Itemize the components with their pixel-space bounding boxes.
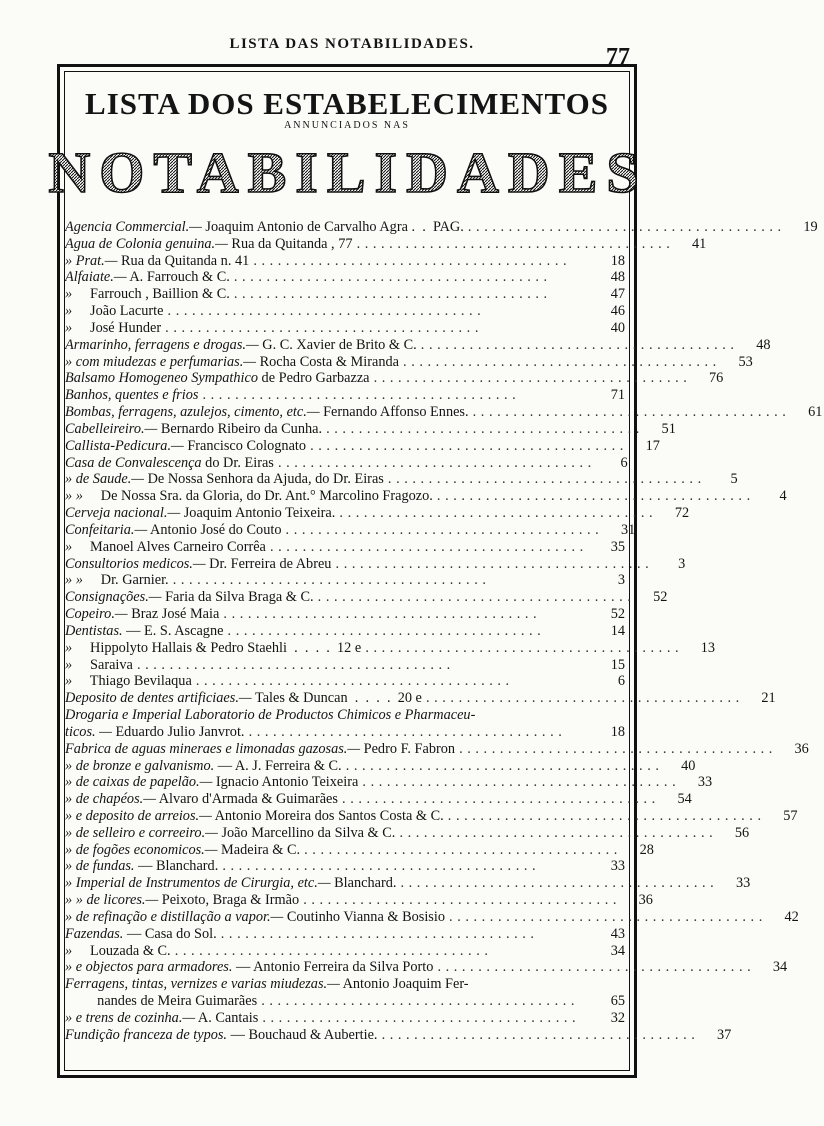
dot-leader: . . . . . . . . . . . . . . . . . . . . . . . . . . . . . . . . . . . . . . . xyxy=(244,723,563,740)
dot-leader: . . . . . . . . . . . . . . . . . . . . . . . . . . . . . . . . . . . . . . . xyxy=(257,993,575,1010)
entry-category: Fabrica de aguas mineraes e limonadas gazosas.— xyxy=(65,740,361,757)
entry-name: De Nossa Senhora da Ajuda, do Dr. Eiras xyxy=(144,471,384,488)
list-item xyxy=(65,976,627,993)
list-item xyxy=(65,724,627,741)
entry-page: 72 xyxy=(674,505,690,522)
entry-page: 36 xyxy=(794,740,809,757)
entry-name: Louzada & C. xyxy=(72,942,171,959)
list-item xyxy=(65,572,627,589)
dot-leader: . . . . . . . . . . . . . . . . . . . . . . . . . . . . . . . . . . . . . . . xyxy=(163,303,482,320)
entry-name: Antonio José do Couto xyxy=(147,521,282,538)
entry-text xyxy=(65,505,655,522)
entry-name: Hippolyto Hallais & Pedro Staehli . . . . 12 e xyxy=(72,639,362,656)
entry-text xyxy=(65,673,591,690)
entry-text xyxy=(65,455,594,472)
entry-page: 33 xyxy=(735,875,751,892)
entry-category: » xyxy=(65,319,73,336)
entry-category: » de selleiro e correeiro.— xyxy=(65,824,218,841)
entry-page: 5 xyxy=(730,471,738,488)
list-item xyxy=(65,370,724,387)
entry-name: João Marcellino da Silva & C. xyxy=(217,824,396,841)
notabilidades-logo xyxy=(48,140,648,205)
entry-category: » xyxy=(65,673,73,690)
entry-category: » xyxy=(65,942,73,959)
dot-leader: . . . . . . . . . . . . . . . . . . . . . . . . . . . . . . . . . . . . . . . xyxy=(455,740,773,757)
entry-page: 18 xyxy=(610,252,625,269)
dot-leader: . . . . . . . . . . . . . . . . . . . . . . . . . . . . . . . . . . . . . . . xyxy=(281,521,600,538)
dot-leader: . . . . . . . . . . . . . . . . . . . . . . . . . . . . . . . . . . . . . . . xyxy=(223,622,542,639)
entry-category: » e trens de cozinha.— xyxy=(65,1009,196,1026)
entry-category: Copeiro.— xyxy=(65,606,128,623)
entry-category: Casa de Convalescença xyxy=(65,454,202,471)
entry-category: Alfaiate.— xyxy=(65,269,127,286)
entry-category: Drogaria e Imperial Laboratorio de Productos Chimicos e Pharmaceu- xyxy=(65,707,476,724)
list-item xyxy=(65,404,823,421)
subtitle: ANNUNCIADOS NAS xyxy=(284,120,410,131)
entry-text xyxy=(65,892,619,909)
list-item xyxy=(65,943,627,960)
entry-name: Tales & Duncan . . . . 20 e xyxy=(251,690,422,707)
entry-text xyxy=(65,387,591,404)
entry-page: 57 xyxy=(783,807,798,824)
page-number: 77 xyxy=(606,44,630,70)
entry-category: » xyxy=(65,639,73,656)
entry-page: 76 xyxy=(709,370,724,387)
entry-name: Coutinho Vianna & Bosisio xyxy=(283,908,445,925)
list-item xyxy=(65,353,753,371)
entry-text xyxy=(65,825,715,842)
list-item xyxy=(65,639,716,657)
dot-leader: . . . . . . . . . . . . . . . . . . . . . . . . . . . . . . . . . . . . . . . xyxy=(395,824,714,841)
establishment-list xyxy=(65,219,823,1044)
list-item xyxy=(65,471,738,488)
entry-page: 51 xyxy=(661,420,676,437)
entry-page: 15 xyxy=(610,656,625,673)
entry-category: Cerveja nacional.— xyxy=(65,505,181,522)
entry-text xyxy=(65,774,678,791)
entry-text xyxy=(65,471,704,488)
entry-text xyxy=(65,370,689,387)
entry-name: Dr. Garnier. xyxy=(82,572,169,589)
entry-page: 31 xyxy=(620,521,636,538)
entry-category: » de Saude.— xyxy=(65,471,145,488)
dot-leader: . . . . . . . . . . . . . . . . . . . . . . . . . . . . . . . . . . . . . . . xyxy=(168,572,487,589)
entry-text xyxy=(65,572,591,589)
list-item xyxy=(65,623,627,640)
dot-leader: . . . . . . . . . . . . . . . . . . . . . . . . . . . . . . . . . . . . . . . xyxy=(229,269,548,286)
entry-text xyxy=(65,404,788,421)
list-item xyxy=(65,807,798,825)
entry-name: A. Farrouch & C. xyxy=(126,269,230,286)
list-item xyxy=(65,908,799,926)
entry-text xyxy=(65,286,591,303)
entry-name: Rua da Quitanda n. 41 xyxy=(117,252,250,269)
entry-page xyxy=(591,707,627,724)
list-item xyxy=(65,555,686,573)
entry-name: nandes de Meira Guimarães xyxy=(65,993,258,1010)
entry-page: 46 xyxy=(610,303,625,320)
dot-leader: . . . . . . . . . . . . . . . . . . . . . . . . . . . . . . . . . . . . . . . xyxy=(358,774,677,791)
entry-name: de Pedro Garbazza xyxy=(257,370,370,387)
entry-text xyxy=(65,589,633,606)
entry-text xyxy=(65,438,626,455)
dot-leader: . . . . . . . . . . . . . . . . . . . . . . . . . . . . . . . . . . . . . . . xyxy=(432,488,751,505)
entry-name: Manoel Alves Carneiro Corrêa xyxy=(72,538,266,555)
list-item xyxy=(65,505,690,522)
list-item xyxy=(65,757,696,775)
entry-text xyxy=(65,522,601,539)
entry-text xyxy=(65,539,591,556)
entry-text xyxy=(65,354,719,371)
entry-text xyxy=(65,320,591,337)
entry-category: Deposito de dentes artificiaes.— xyxy=(65,690,252,707)
list-item xyxy=(65,841,654,859)
entry-text xyxy=(65,858,591,875)
list-item xyxy=(65,336,771,354)
dot-leader: . . . . . . . . . . . . . . . . . . . . . . . . . . . . . . . . . . . . . . . xyxy=(361,639,680,656)
entry-name: Eduardo Julio Janvrot. xyxy=(111,723,245,740)
dot-leader: . . . . . . . . . . . . . . . . . . . . . . . . . . . . . . . . . . . . . . . xyxy=(444,908,763,925)
entry-name: Rua da Quitanda , 77 xyxy=(227,235,353,252)
entry-category: » de fogões economicos.— xyxy=(65,841,218,858)
entry-name: Thiago Bevilaqua xyxy=(72,673,192,690)
entry-page xyxy=(591,976,627,993)
entry-category: Confeitaria.— xyxy=(65,521,148,538)
dot-leader: . . . . . . . . . . . . . . . . . . . . . . . . . . . . . . . . . . . . . . . xyxy=(249,252,568,269)
entry-name: Joaquim Antonio de Carvalho Agra . . PAG. xyxy=(201,219,464,235)
dot-leader: . . . . . . . . . . . . . . . . . . . . . . . . . . . . . . . . . . . . . . . xyxy=(170,942,489,959)
entry-page: 36 xyxy=(638,892,653,909)
entry-page: 6 xyxy=(617,673,625,690)
entry-page: 52 xyxy=(653,589,668,606)
entry-name: Joaquim Antonio Teixeira. xyxy=(180,505,336,522)
entry-category: » de fundas. xyxy=(65,858,135,875)
entry-name: Blanchard. xyxy=(330,875,397,892)
entry-page: 48 xyxy=(756,336,771,353)
dot-leader: . . . . . . . . . . . . . . . . . . . . . . . . . . . . . . . . . . . . . . . xyxy=(352,235,671,252)
list-item xyxy=(65,892,653,909)
entry-text xyxy=(65,959,753,976)
entry-page: 61 xyxy=(808,404,823,421)
logo-lettering: NOTABILIDADES xyxy=(48,140,648,205)
entry-name: Madeira & C. xyxy=(217,841,301,858)
entry-category: Agua de Colonia genuina.— xyxy=(65,235,228,252)
entry-category: » de refinação e distillação a vapor.— xyxy=(65,908,284,925)
dot-leader: . . . . . . . . . . . . . . . . . . . . . . . . . . . . . . . . . . . . . . . xyxy=(300,841,618,858)
entry-page: 4 xyxy=(779,488,787,505)
list-item xyxy=(65,740,809,758)
entry-category: Fazendas. xyxy=(65,925,124,942)
list-item xyxy=(65,858,627,875)
entry-text xyxy=(65,303,591,320)
dot-leader: . . . . . . . . . . . . . . . . . . . . . . . . . . . . . . . . . . . . . . . xyxy=(443,807,762,824)
entry-name: Ignacio Antonio Teixeira xyxy=(212,774,359,791)
entry-name: — Blanchard. xyxy=(134,858,219,875)
list-item xyxy=(65,253,627,270)
entry-category: Fundição franceza de typos. xyxy=(65,1026,227,1043)
entry-page: 33 xyxy=(610,858,625,875)
list-item xyxy=(65,488,787,505)
entry-page: 52 xyxy=(610,606,625,623)
list-item xyxy=(65,303,627,320)
entry-name: Dr. Ferreira de Abreu xyxy=(205,555,332,572)
list-item xyxy=(65,539,627,556)
entry-text xyxy=(65,253,591,270)
entry-page: 19 xyxy=(803,219,818,235)
entry-category: » e deposito de arreios.— xyxy=(65,807,212,824)
list-item xyxy=(65,791,692,808)
entry-page: 34 xyxy=(772,959,788,976)
list-item xyxy=(65,774,713,791)
entry-name: João Lacurte xyxy=(72,303,164,320)
dot-leader: . . . . . . . . . . . . . . . . . . . . . . . . . . . . . . . . . . . . . . . xyxy=(398,353,717,370)
entry-name: Braz José Maia xyxy=(127,606,220,623)
entry-name: Saraiva xyxy=(72,656,133,673)
entry-category: » xyxy=(65,303,73,320)
dot-leader: . . . . . . . . . . . . . . . . . . . . . . . . . . . . . . . . . . . . . . . xyxy=(191,673,510,690)
entry-name: — A. J. Ferreira & C. xyxy=(214,757,342,774)
list-item xyxy=(65,235,707,253)
entry-name: Alvaro d'Armada & Guimarães xyxy=(155,791,338,808)
entry-category: » Prat.— xyxy=(65,252,118,269)
entry-category: Cabelleireiro.— xyxy=(65,420,158,437)
entry-category: » com miudezas e perfumarias.— xyxy=(65,353,257,370)
entry-text xyxy=(65,707,591,724)
list-item xyxy=(65,926,627,943)
entry-page: 3 xyxy=(678,555,686,572)
entry-category: Consignações.— xyxy=(65,589,162,606)
entry-name: do Dr. Eiras xyxy=(201,454,274,471)
entry-text xyxy=(65,993,591,1010)
list-item xyxy=(65,606,627,623)
list-item xyxy=(65,589,668,606)
entry-category: ticos. — xyxy=(65,723,112,740)
entry-page: 40 xyxy=(610,319,625,336)
dot-leader: . . . . . . . . . . . . . . . . . . . . . . . . . . . . . . . . . . . . . . . xyxy=(377,1026,696,1043)
entry-page: 33 xyxy=(697,774,713,791)
entry-category: Consultorios medicos.— xyxy=(65,555,206,572)
list-item xyxy=(65,875,751,892)
entry-text xyxy=(65,337,737,354)
list-item xyxy=(65,320,627,337)
dot-leader: . . . . . . . . . . . . . . . . . . . . . . . . . . . . . . . . . . . . . . . xyxy=(306,437,624,454)
dot-leader: . . . . . . . . . . . . . . . . . . . . . . . . . . . . . . . . . . . . . . . xyxy=(396,875,715,892)
list-item xyxy=(65,420,676,438)
entry-category: » » xyxy=(65,488,83,505)
entry-text xyxy=(65,421,642,438)
dot-leader: . . . . . . . . . . . . . . . . . . . . . . . . . . . . . . . . . . . . . . . xyxy=(313,589,632,606)
entry-category: Callista-Pedicura.— xyxy=(65,437,184,454)
dot-leader: . . . . . . . . . . . . . . . . . . . . . . . . . . . . . . . . . . . . . . . xyxy=(273,454,592,471)
entry-text xyxy=(65,556,651,573)
entry-page: 37 xyxy=(717,1026,732,1043)
dot-leader: . . . . . . . . . . . . . . . . . . . . . . . . . . . . . . . . . . . . . . . xyxy=(218,858,537,875)
entry-page: 71 xyxy=(610,387,625,404)
entry-name: G. C. Xavier de Brito & C. xyxy=(258,336,417,353)
entry-text xyxy=(65,219,784,236)
list-item xyxy=(65,437,660,455)
entry-text xyxy=(65,623,591,640)
list-item xyxy=(65,657,627,674)
list-item xyxy=(65,1026,732,1044)
dot-leader: . . . . . . . . . . . . . . . . . . . . . . . . . . . . . . . . . . . . . . . xyxy=(433,959,752,976)
entry-page: 13 xyxy=(700,639,716,656)
dot-leader: . . . . . . . . . . . . . . . . . . . . . . . . . . . . . . . . . . . . . . . xyxy=(265,538,584,555)
list-item xyxy=(65,824,750,842)
entry-text xyxy=(65,690,742,707)
entry-page: 17 xyxy=(645,437,660,454)
dot-leader: . . . . . . . . . . . . . . . . . . . . . . . . . . . . . . . . . . . . . . . xyxy=(322,420,640,437)
entry-page: 43 xyxy=(610,925,625,942)
dot-leader: . . . . . . . . . . . . . . . . . . . . . . . . . . . . . . . . . . . . . . . xyxy=(463,219,782,235)
running-header: LISTA DAS NOTABILIDADES. xyxy=(229,36,475,52)
entry-text xyxy=(65,1027,697,1044)
entry-category: » » de licores.— xyxy=(65,892,159,909)
entry-name: Rocha Costa & Miranda xyxy=(256,353,399,370)
entry-text xyxy=(65,236,672,253)
dot-leader: . . . . . . . . . . . . . . . . . . . . . . . . . . . . . . . . . . . . . . . xyxy=(299,892,617,909)
dot-leader: . . . . . . . . . . . . . . . . . . . . . . . . . . . . . . . . . . . . . . . xyxy=(468,404,787,421)
entry-category: » de chapéos.— xyxy=(65,791,156,808)
dot-leader: . . . . . . . . . . . . . . . . . . . . . . . . . . . . . . . . . . . . . . . xyxy=(132,656,451,673)
entry-name: — E. S. Ascagne xyxy=(122,622,224,639)
entry-category: Dentistas. xyxy=(65,622,123,639)
entry-text xyxy=(65,488,753,505)
dot-leader: . . . . . . . . . . . . . . . . . . . . . . . . . . . . . . . . . . . . . . . xyxy=(337,791,656,808)
dot-leader: . . . . . . . . . . . . . . . . . . . . . . . . . . . . . . . . . . . . . . . xyxy=(229,286,548,303)
entry-page: 54 xyxy=(677,791,692,808)
list-item xyxy=(65,269,627,286)
list-item xyxy=(65,219,818,236)
entry-text xyxy=(65,758,661,775)
entry-category: Armarinho, ferragens e drogas.— xyxy=(65,336,259,353)
dot-leader: . . . . . . . . . . . . . . . . . . . . . . . . . . . . . . . . . . . . . . . xyxy=(331,555,650,572)
entry-category: » xyxy=(65,656,73,673)
entry-category: » » xyxy=(65,572,83,589)
entry-text xyxy=(65,791,658,808)
entry-text xyxy=(65,842,620,859)
dot-leader: . . . . . . . . . . . . . . . . . . . . . . . . . . . . . . . . . . . . . . . xyxy=(198,387,517,404)
entry-page: 53 xyxy=(738,353,753,370)
entry-name: De Nossa Sra. da Gloria, do Dr. Ant.° Marcolino Fragozo. xyxy=(82,488,433,505)
entry-page: 35 xyxy=(610,538,625,555)
entry-text xyxy=(65,926,591,943)
entry-category: » de caixas de papelão.— xyxy=(65,774,213,791)
entry-category: Agencia Commercial.— xyxy=(65,219,202,235)
entry-name: — Bouchaud & Aubertie. xyxy=(227,1026,378,1043)
entry-text xyxy=(65,606,591,623)
entry-page: 14 xyxy=(610,622,625,639)
entry-page: 18 xyxy=(610,723,625,740)
entry-page: 65 xyxy=(610,993,625,1010)
entry-text xyxy=(65,269,591,286)
entry-text xyxy=(65,976,591,993)
entry-category: » Imperial de Instrumentos de Cirurgia, etc.— xyxy=(65,875,331,892)
list-item xyxy=(65,959,788,976)
entry-name: Fernando Affonso Ennes. xyxy=(319,404,469,421)
list-item xyxy=(65,690,776,707)
entry-name: Francisco Colognato xyxy=(183,437,307,454)
dot-leader: . . . . . . . . . . . . . . . . . . . . . . . . . . . . . . . . . . . . . . . xyxy=(335,505,654,522)
entry-category: » de bronze e galvanismo. xyxy=(65,757,215,774)
entry-category: Balsamo Homogeneo Sympathico xyxy=(65,370,258,387)
entry-page: 47 xyxy=(610,286,625,303)
entry-name: — Antonio Ferreira da Silva Porto xyxy=(232,959,434,976)
dot-leader: . . . . . . . . . . . . . . . . . . . . . . . . . . . . . . . . . . . . . . . xyxy=(416,336,735,353)
entry-text xyxy=(65,640,681,657)
entry-name: Antonio Joaquim Fer- xyxy=(339,976,469,993)
entry-page: 32 xyxy=(610,1009,625,1026)
entry-page: 41 xyxy=(692,235,707,252)
entry-page: 28 xyxy=(639,841,654,858)
entry-category: Ferragens, tintas, vernizes e varias miudezas.— xyxy=(65,976,340,993)
entry-name: A. Cantais xyxy=(195,1009,259,1026)
entry-text xyxy=(65,808,764,825)
dot-leader: . . . . . . . . . . . . . . . . . . . . . . . . . . . . . . . . . . . . . . . xyxy=(161,319,479,336)
entry-category: » xyxy=(65,286,73,303)
entry-name: Antonio Moreira dos Santos Costa & C. xyxy=(211,807,444,824)
entry-text xyxy=(65,657,591,674)
dot-leader: . . . . . . . . . . . . . . . . . . . . . . . . . . . . . . . . . . . . . . . xyxy=(421,690,740,707)
entry-category: Bombas, ferragens, azulejos, cimento, etc.— xyxy=(65,404,320,421)
dot-leader: . . . . . . . . . . . . . . . . . . . . . . . . . . . . . . . . . . . . . . . xyxy=(216,925,535,942)
list-item xyxy=(65,455,627,472)
entry-page: 34 xyxy=(610,942,625,959)
entry-page: 40 xyxy=(681,757,696,774)
dot-leader: . . . . . . . . . . . . . . . . . . . . . . . . . . . . . . . . . . . . . . . xyxy=(383,471,702,488)
entry-name: — Casa do Sol. xyxy=(123,925,217,942)
list-item xyxy=(65,993,627,1010)
entry-name: Peixoto, Braga & Irmão xyxy=(158,892,300,909)
entry-name: Farrouch , Baillion & C. xyxy=(72,286,230,303)
entry-category: » e objectos para armadores. xyxy=(65,959,233,976)
entry-name: José Hunder xyxy=(72,319,162,336)
list-item xyxy=(65,673,627,690)
entry-text xyxy=(65,724,591,741)
entry-name: Bernardo Ribeiro da Cunha. xyxy=(157,420,323,437)
entry-page: 3 xyxy=(617,572,625,589)
entry-page: 21 xyxy=(761,690,776,707)
list-item xyxy=(65,521,636,539)
dot-leader: . . . . . . . . . . . . . . . . . . . . . . . . . . . . . . . . . . . . . . . xyxy=(258,1009,577,1026)
list-item xyxy=(65,707,627,724)
list-item xyxy=(65,387,627,404)
list-item xyxy=(65,286,627,303)
entry-name: Pedro F. Fabron xyxy=(360,740,456,757)
entry-text xyxy=(65,943,591,960)
dot-leader: . . . . . . . . . . . . . . . . . . . . . . . . . . . . . . . . . . . . . . . xyxy=(341,757,660,774)
list-item xyxy=(65,1010,627,1027)
entry-text xyxy=(65,1010,591,1027)
entry-category: Banhos, quentes e frios xyxy=(65,387,199,404)
dot-leader: . . . . . . . . . . . . . . . . . . . . . . . . . . . . . . . . . . . . . . . xyxy=(369,370,688,387)
entry-page: 42 xyxy=(784,908,799,925)
entry-page: 48 xyxy=(610,269,625,286)
entry-text xyxy=(65,909,765,926)
entry-category: » xyxy=(65,538,73,555)
entry-page: 6 xyxy=(620,454,628,471)
entry-text xyxy=(65,741,775,758)
page-title: LISTA DOS ESTABELECIMENTOS xyxy=(85,86,609,121)
dot-leader: . . . . . . . . . . . . . . . . . . . . . . . . . . . . . . . . . . . . . . . xyxy=(219,606,538,623)
entry-page: 56 xyxy=(734,824,750,841)
entry-text xyxy=(65,875,716,892)
entry-name: Faria da Silva Braga & C. xyxy=(161,589,314,606)
